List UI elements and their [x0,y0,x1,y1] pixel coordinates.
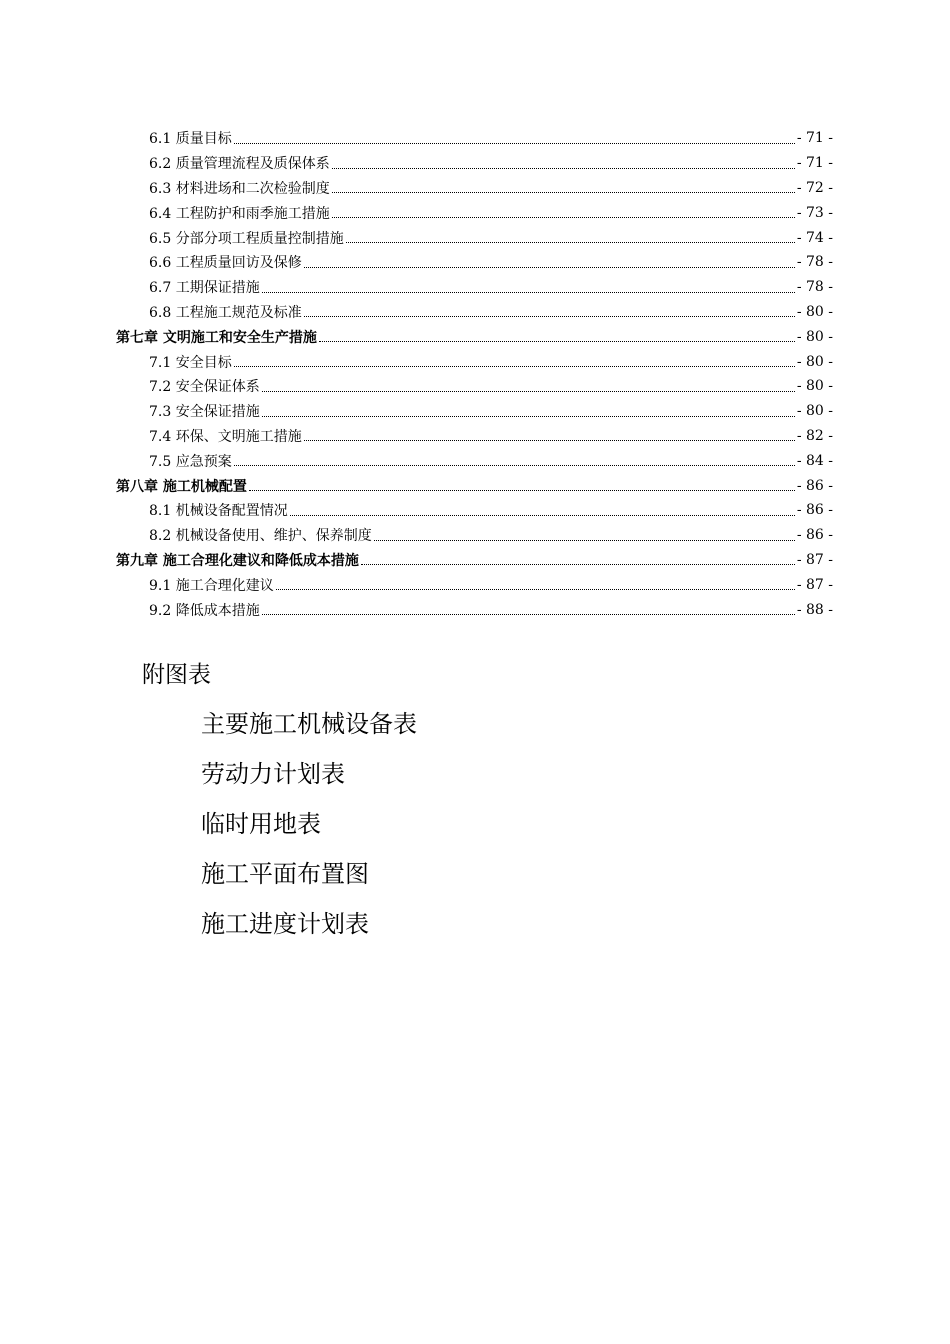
toc-page-number: - 73 - [796,204,833,221]
appendix-item: 临时用地表 [201,810,321,838]
toc-chapter-entry[interactable] [116,324,833,349]
toc-page-number: - 78 - [796,254,833,271]
toc-section-entry[interactable] [116,597,833,622]
table-of-contents [116,126,833,622]
toc-dot-leader [234,366,795,367]
toc-entry-title: 7.2 安全保证体系 [149,379,260,396]
toc-dot-leader [304,267,795,268]
toc-page-number: - 86 - [796,502,833,519]
toc-dot-leader [262,416,795,417]
toc-entry-title: 8.1 机械设备配置情况 [149,503,288,520]
toc-entry-title: 6.8 工程施工规范及标准 [149,304,302,321]
toc-page-number: - 87 - [796,576,833,593]
toc-dot-leader [319,341,795,342]
toc-dot-leader [249,490,795,491]
toc-entry-title: 7.3 安全保证措施 [149,404,260,421]
toc-section-entry[interactable] [116,374,833,399]
appendix-list [201,702,417,952]
toc-dot-leader [332,168,795,169]
toc-dot-leader [234,465,795,466]
toc-page-number: - 80 - [796,378,833,395]
appendix-heading: 附图表 [142,662,211,688]
toc-section-entry[interactable] [116,498,833,523]
toc-section-entry[interactable] [116,151,833,176]
toc-entry-title: 6.2 质量管理流程及质保体系 [149,156,330,173]
toc-entry-title: 9.2 降低成本措施 [149,602,260,619]
toc-section-entry[interactable] [116,572,833,597]
toc-entry-title: 9.1 施工合理化建议 [149,577,274,594]
appendix-item: 施工平面布置图 [201,860,369,888]
toc-page-number: - 86 - [796,477,833,494]
toc-entry-title: 8.2 机械设备使用、维护、保养制度 [149,528,372,545]
toc-dot-leader [262,292,795,293]
toc-page-number: - 82 - [796,427,833,444]
toc-section-entry[interactable] [116,448,833,473]
toc-dot-leader [276,589,795,590]
toc-dot-leader [332,192,795,193]
toc-section-entry[interactable] [116,200,833,225]
toc-dot-leader [304,316,795,317]
appendix-item: 施工进度计划表 [201,910,369,938]
toc-entry-title: 第九章 施工合理化建议和降低成本措施 [116,552,359,569]
toc-dot-leader [346,242,795,243]
toc-section-entry[interactable] [116,424,833,449]
toc-entry-title: 7.1 安全目标 [149,354,232,371]
toc-entry-title: 6.1 质量目标 [149,131,232,148]
toc-dot-leader [361,564,795,565]
toc-dot-leader [262,391,795,392]
toc-page-number: - 80 - [796,403,833,420]
toc-page-number: - 71 - [796,155,833,172]
toc-section-entry[interactable] [116,275,833,300]
toc-entry-title: 第八章 施工机械配置 [116,478,247,495]
toc-entry-title: 6.3 材料进场和二次检验制度 [149,180,330,197]
toc-page-number: - 78 - [796,279,833,296]
toc-dot-leader [374,540,795,541]
appendix-item: 劳动力计划表 [201,760,345,788]
toc-entry-title: 第七章 文明施工和安全生产措施 [116,329,317,346]
toc-section-entry[interactable] [116,523,833,548]
toc-dot-leader [262,614,795,615]
toc-dot-leader [290,515,795,516]
toc-section-entry[interactable] [116,300,833,325]
toc-chapter-entry[interactable] [116,548,833,573]
toc-page-number: - 84 - [796,452,833,469]
toc-entry-title: 6.4 工程防护和雨季施工措施 [149,205,330,222]
toc-entry-title: 7.4 环保、文明施工措施 [149,428,302,445]
toc-page-number: - 80 - [796,353,833,370]
toc-section-entry[interactable] [116,176,833,201]
toc-section-entry[interactable] [116,225,833,250]
toc-chapter-entry[interactable] [116,473,833,498]
toc-page-number: - 71 - [796,130,833,147]
toc-page-number: - 86 - [796,527,833,544]
toc-page-number: - 88 - [796,601,833,618]
toc-dot-leader [304,440,795,441]
toc-page-number: - 87 - [796,551,833,568]
toc-section-entry[interactable] [116,349,833,374]
toc-section-entry[interactable] [116,126,833,151]
toc-page-number: - 72 - [796,179,833,196]
toc-entry-title: 6.7 工期保证措施 [149,280,260,297]
toc-section-entry[interactable] [116,399,833,424]
toc-section-entry[interactable] [116,250,833,275]
toc-dot-leader [234,143,795,144]
toc-page-number: - 80 - [796,328,833,345]
toc-entry-title: 6.6 工程质量回访及保修 [149,255,302,272]
appendix-item: 主要施工机械设备表 [201,710,417,738]
toc-entry-title: 6.5 分部分项工程质量控制措施 [149,230,344,247]
toc-dot-leader [332,217,795,218]
toc-page-number: - 80 - [796,303,833,320]
toc-page-number: - 74 - [796,229,833,246]
toc-entry-title: 7.5 应急预案 [149,453,232,470]
